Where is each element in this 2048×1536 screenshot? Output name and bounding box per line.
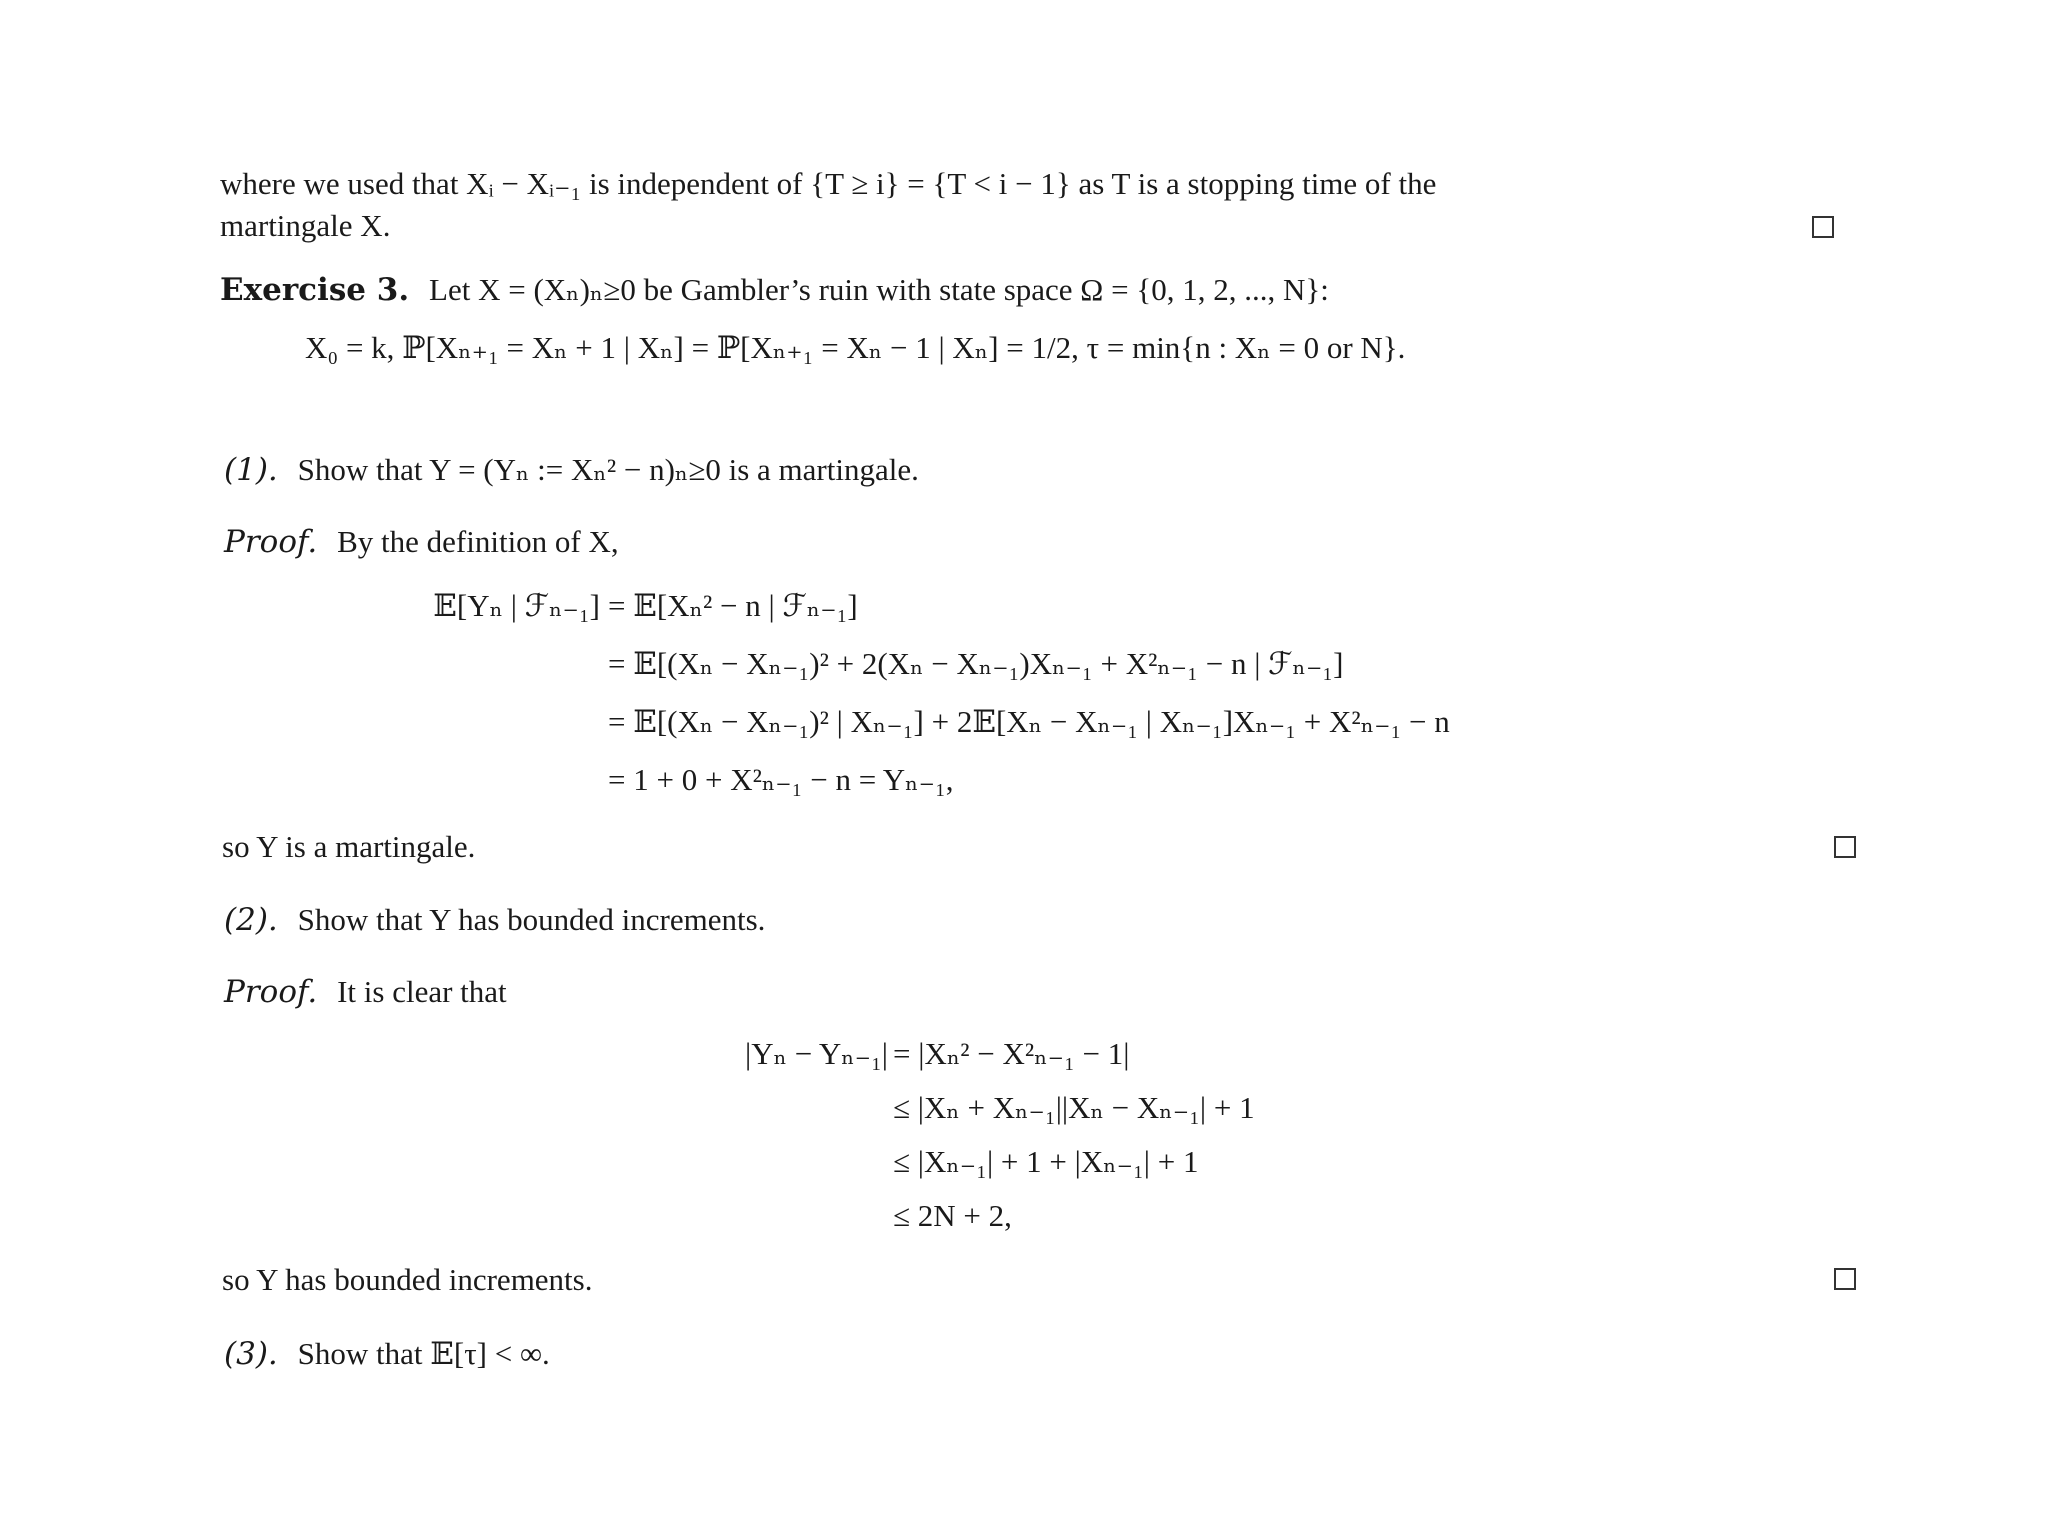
part-2-equation-line-3: ≤ |Xₙ₋₁| + 1 + |Xₙ₋₁| + 1 <box>893 1144 1199 1179</box>
part-1-equation-line-2: = 𝔼[(Xₙ − Xₙ₋₁)² + 2(Xₙ − Xₙ₋₁)Xₙ₋₁ + X²ₙ₋₁ − n | ℱₙ₋₁] <box>608 646 1344 681</box>
part-1-equation-line-3: = 𝔼[(Xₙ − Xₙ₋₁)² | Xₙ₋₁] + 2𝔼[Xₙ − Xₙ₋₁ | Xₙ₋₁]Xₙ₋₁ + X²ₙ₋₁ − n <box>608 704 1450 739</box>
part-2-proof-intro-line <box>224 972 507 1013</box>
part-1-proof-label: Proof. <box>224 524 318 560</box>
exercise-heading-line <box>220 270 1329 311</box>
part-1-equation-line-1: = 𝔼[Xₙ² − n | ℱₙ₋₁] <box>608 588 858 623</box>
part-2-proof-intro: It is clear that <box>337 974 507 1009</box>
part-2-statement: Show that Y has bounded increments. <box>297 902 766 937</box>
part-2-label: (2). <box>224 902 278 938</box>
qed-box-1 <box>1812 216 1834 238</box>
part-2-proof-label: Proof. <box>224 974 318 1010</box>
part-2-equation-row-4 <box>0 1198 2048 1252</box>
part-2-equation-row-2 <box>0 1090 2048 1144</box>
part-2-equation-lhs: |Yₙ − Yₙ₋₁| <box>744 1036 888 1071</box>
part-1-proof-intro: By the definition of X, <box>337 524 619 559</box>
part-1-equation-row-4 <box>0 762 2048 820</box>
part-1-equation-line-4: = 1 + 0 + X²ₙ₋₁ − n = Yₙ₋₁, <box>608 762 954 797</box>
part-1-equation-lhs: 𝔼[Yₙ | ℱₙ₋₁] <box>433 588 600 623</box>
part-2-equation-row-3 <box>0 1144 2048 1198</box>
part-2-equation-line-1: = |Xₙ² − X²ₙ₋₁ − 1| <box>893 1036 1130 1071</box>
continuation-line-1-text: where we used that Xᵢ − Xᵢ₋₁ is independent of {T ≥ i} = {T < i − 1} as T is a stopping time of the <box>220 166 1437 201</box>
continuation-line-2-text: martingale X. <box>220 208 391 243</box>
part-1-label: (1). <box>224 452 278 488</box>
continuation-line-2 <box>220 206 390 247</box>
part-1-equation-row-1 <box>0 588 2048 646</box>
part-2-conclusion: so Y has bounded increments. <box>222 1262 593 1297</box>
part-1-equation <box>0 588 2048 820</box>
continuation-line-1 <box>220 164 1840 205</box>
part-2-equation-line-2: ≤ |Xₙ + Xₙ₋₁||Xₙ − Xₙ₋₁| + 1 <box>893 1090 1255 1125</box>
part-1-statement: Show that Y = (Yₙ := Xₙ² − n)ₙ≥0 is a martingale. <box>297 452 919 487</box>
qed-box-3 <box>1834 1268 1856 1290</box>
part-2-equation-row-1 <box>0 1036 2048 1090</box>
part-2-equation <box>0 1036 2048 1252</box>
part-1-equation-row-2 <box>0 646 2048 704</box>
exercise-intro: Let X = (Xₙ)ₙ≥0 be Gambler’s ruin with state space Ω = {0, 1, 2, ..., N}: <box>429 272 1329 307</box>
part-3-label: (3). <box>224 1336 278 1372</box>
part-3-statement: Show that 𝔼[τ] < ∞. <box>297 1336 550 1371</box>
exercise-definition: X₀ = k, ℙ[Xₙ₊₁ = Xₙ + 1 | Xₙ] = ℙ[Xₙ₊₁ = Xₙ − 1 | Xₙ] = 1/2, τ = min{n : Xₙ = 0 or N}. <box>305 330 1406 365</box>
part-1-conclusion: so Y is a martingale. <box>222 829 476 864</box>
part-2-statement-line <box>224 900 765 941</box>
qed-box-2 <box>1834 836 1856 858</box>
part-3-statement-line <box>224 1334 550 1375</box>
part-1-proof-intro-line <box>224 522 619 563</box>
part-1-equation-row-3 <box>0 704 2048 762</box>
exercise-heading: Exercise 3. <box>220 272 410 308</box>
part-2-equation-line-4: ≤ 2N + 2, <box>893 1198 1012 1233</box>
part-1-statement-line <box>224 450 919 491</box>
